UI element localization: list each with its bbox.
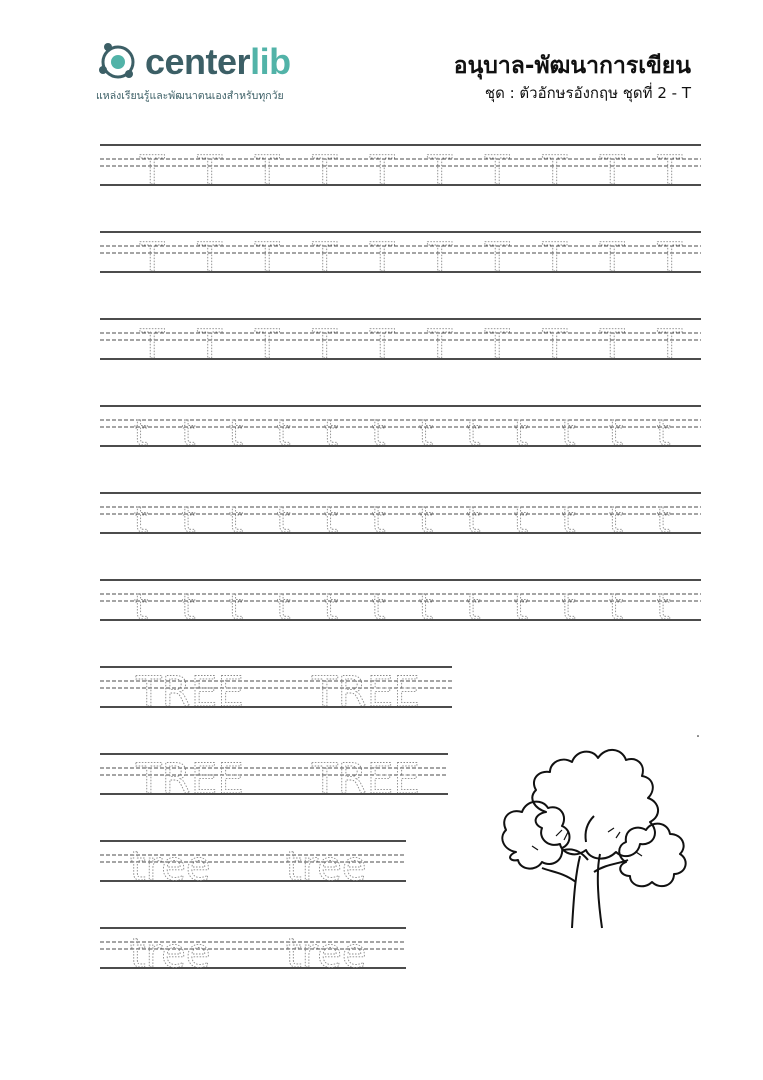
trace-letter: T [255,235,280,281]
trace-letter: t [181,500,196,541]
trace-letter: t [324,587,339,628]
trace-letter: t [609,413,624,454]
trace-letter: T [255,148,280,194]
trace-letter: t [229,413,244,454]
trace-letter: t [419,587,434,628]
trace-letter: t [371,413,386,454]
trace-letter: T [370,235,395,281]
trace-letter: T [312,322,337,368]
trace-letter: t [134,587,149,628]
trace-letter: TREE [312,667,420,716]
practice-row-2 [100,231,701,281]
trace-letter: T [657,322,682,368]
practice-row-8 [100,753,448,803]
trace-letter: T [140,235,165,281]
trace-letter: t [181,413,196,454]
trace-letter: T [485,235,510,281]
practice-row-7 [100,666,452,716]
trace-letter: T [197,322,222,368]
trace-letter: t [134,500,149,541]
trace-letter: t [134,413,149,454]
trace-letter: t [419,500,434,541]
trace-letter: t [514,500,529,541]
logo-mark-icon [96,40,140,84]
trace-letter: t [276,500,291,541]
trace-letter: T [485,322,510,368]
tree-icon [476,732,706,932]
trace-letter: t [371,500,386,541]
trace-letter: t [324,500,339,541]
practice-row-6 [100,579,701,628]
practice-row-5 [100,492,701,541]
trace-letter: t [514,587,529,628]
trace-letter: T [140,148,165,194]
trace-letter: TREE [136,754,244,803]
logo-text-main: center [145,41,251,82]
trace-letter: T [600,235,625,281]
trace-letter: T [370,148,395,194]
practice-row-4 [100,405,701,454]
trace-letter: t [324,413,339,454]
trace-letter: t [656,413,671,454]
trace-letter: t [514,413,529,454]
trace-letter: T [657,148,682,194]
trace-letter: t [561,587,576,628]
trace-letter: t [181,587,196,628]
logo-tagline: แหล่งเรียนรู้และพัฒนาตนเองสำหรับทุกวัย [96,90,284,102]
trace-letter: tree [286,844,367,890]
trace-letter: T [485,148,510,194]
trace-letter: t [466,500,481,541]
trace-letter: TREE [312,754,420,803]
trace-letter: T [600,148,625,194]
logo-wordmark [145,40,291,84]
trace-letter: t [609,587,624,628]
page-subtitle: ชุด : ตัวอักษรอังกฤษ ชุดที่ 2 - T [484,84,691,102]
trace-letter: T [197,148,222,194]
trace-letter: T [657,235,682,281]
logo-text-accent: lib [250,41,291,82]
practice-row-1 [100,144,701,194]
trace-letter: T [542,322,567,368]
trace-letter: T [542,235,567,281]
practice-row-10 [100,927,406,977]
trace-letter: t [561,413,576,454]
trace-letter: T [140,322,165,368]
trace-letter: t [656,587,671,628]
trace-letter: T [427,148,452,194]
trace-letter: t [561,500,576,541]
trace-letter: t [371,587,386,628]
trace-letter: T [427,235,452,281]
trace-letter: tree [286,931,367,977]
page-title: อนุบาล-พัฒนาการเขียน [453,53,691,79]
trace-letter: t [466,587,481,628]
trace-letter: t [229,500,244,541]
practice-row-9 [100,840,406,890]
trace-letter: T [427,322,452,368]
trace-letter: T [312,235,337,281]
trace-letter: t [466,413,481,454]
trace-letter: t [276,413,291,454]
trace-letter: T [542,148,567,194]
trace-letter: T [370,322,395,368]
trace-letter: T [197,235,222,281]
trace-letter: t [609,500,624,541]
trace-letter: t [419,413,434,454]
trace-letter: TREE [136,667,244,716]
trace-letter: t [229,587,244,628]
trace-letter: T [600,322,625,368]
trace-letter: tree [130,931,211,977]
trace-letter: t [276,587,291,628]
trace-letter: T [312,148,337,194]
practice-row-3 [100,318,701,368]
trace-letter: tree [130,844,211,890]
trace-letter: T [255,322,280,368]
trace-letter: t [656,500,671,541]
